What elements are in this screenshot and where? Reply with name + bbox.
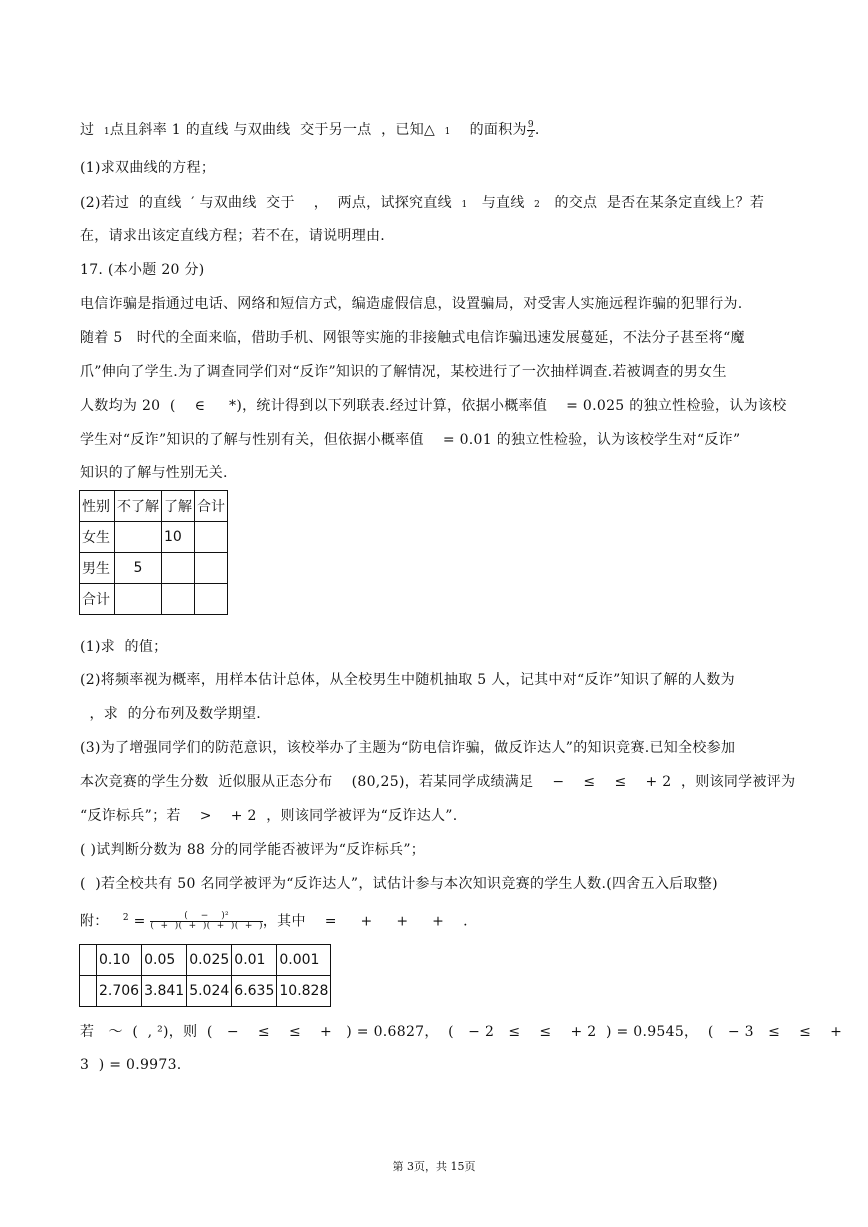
subquestion-2-cont: ，求 的分布列及数学期望. <box>80 706 262 722</box>
text-line-1 <box>80 120 540 142</box>
text-segment: ，其中 = + + + . <box>262 913 468 930</box>
text-segment: 附： <box>80 913 123 930</box>
text-segment: 的交点 是否在某条定直线上？若 <box>540 195 765 211</box>
table-row <box>80 976 331 1007</box>
text-segment: 与直线 <box>467 195 535 211</box>
superscript: 2 <box>122 913 129 923</box>
text-line-10: 学生对“反诈”知识的了解与性别有关，但依据小概率值 = 0.01 的独立性检验，认为该校学生对“反诈” <box>80 432 741 448</box>
table-cell: 6.635 <box>232 976 277 1007</box>
table-row <box>80 945 331 976</box>
fraction-denominator: ( + )( + )( + )( + ) <box>150 921 263 932</box>
subquestion-3: (3)为了增强同学们的防范意识，该校举办了主题为“防电信诈骗，做反诈达人”的知识竞赛.已知全校参加 <box>80 740 736 756</box>
fraction-numerator: ( − )² <box>150 912 262 922</box>
table-cell: 0.05 <box>142 945 187 976</box>
subscript: 1 <box>103 127 110 137</box>
text-line-7: 随着 5 时代的全面来临，借助手机、网银等实施的非接触式电信诈骗迅速发展蔓延，不法分子甚至将“魔 <box>80 330 745 346</box>
formula-line <box>80 908 468 932</box>
table-header-cell: 性别 <box>80 491 115 522</box>
table-cell: 10.828 <box>277 976 331 1007</box>
subquestion-2: (2)将频率视为概率，用样本估计总体，从全校男生中随机抽取 5 人，记其中对“反诈”知识了解的人数为 <box>80 672 735 688</box>
text-line-2: (1)求双曲线的方程； <box>80 160 216 176</box>
text-line-3 <box>80 193 764 215</box>
subscript: 1 <box>461 200 468 210</box>
normal-dist-note: 若 ～ ( , ²)，则 ( − ≤ ≤ + ) = 0.6827， ( − 2 ≤ ≤ + 2 ) = 0.9545， ( − 3 ≤ ≤ + <box>80 1024 843 1040</box>
table-cell <box>162 553 195 584</box>
contingency-table <box>79 490 228 615</box>
text-segment: . <box>534 122 540 138</box>
subquestion-3-cont: “反诈标兵”；若 > + 2 ，则该同学被评为“反诈达人”. <box>80 808 458 824</box>
fraction <box>527 121 535 140</box>
text-line-4: 在，请求出该定直线方程；若不在，请说明理由. <box>80 228 386 244</box>
table-cell: 男生 <box>80 553 115 584</box>
question-heading: 17. (本小题 20 分) <box>80 262 205 278</box>
table-cell <box>195 584 228 615</box>
fraction-denominator: 2 <box>527 129 534 140</box>
subquestion-3-i: ( )试判断分数为 88 分的同学能否被评为“反诈标兵”； <box>80 842 426 858</box>
page-footer: 第 3页，共 15页 <box>392 1160 476 1173</box>
subscript: 1 <box>444 127 451 137</box>
text-line-6: 电信诈骗是指通过电话、网络和短信方式，编造虚假信息，设置骗局，对受害人实施远程诈骗的犯罪行为. <box>80 296 743 312</box>
table-cell <box>195 522 228 553</box>
table-cell <box>80 945 97 976</box>
text-line-8: 爪”伸向了学生.为了调查同学们对“反诈”知识的了解情况，某校进行了一次抽样调查.若被调查的男女生 <box>80 364 727 380</box>
text-segment: 点且斜率 1 的直线 与双曲线 交于另一点 ，已知△ <box>109 122 445 138</box>
normal-dist-note-cont: 3 ) = 0.9973. <box>80 1057 182 1073</box>
table-header-cell: 了解 <box>162 491 195 522</box>
table-row <box>80 522 228 553</box>
table-row <box>80 584 228 615</box>
table-cell: 0.01 <box>232 945 277 976</box>
table-cell: 5 <box>115 553 162 584</box>
table-header-row <box>80 491 228 522</box>
table-cell <box>115 584 162 615</box>
table-cell: 10 <box>162 522 195 553</box>
text-segment: = <box>128 913 151 930</box>
table-cell: 2.706 <box>97 976 142 1007</box>
subquestion-1: (1)求 的值； <box>80 639 168 655</box>
table-cell <box>195 553 228 584</box>
subscript: 2 <box>534 200 541 210</box>
subquestion-3-ii: ( )若全校共有 50 名同学被评为“反诈达人”，试估计参与本次知识竞赛的学生人数.(四舍五入后取整) <box>80 876 718 892</box>
table-cell: 0.025 <box>187 945 232 976</box>
table-header-cell: 不了解 <box>115 491 162 522</box>
critical-value-table <box>79 944 331 1007</box>
table-cell: 女生 <box>80 522 115 553</box>
fraction-numerator: 9 <box>527 119 534 130</box>
chi-square-formula <box>150 912 262 931</box>
text-segment: 的面积为 <box>450 122 527 138</box>
text-line-11: 知识的了解与性别无关. <box>80 465 228 481</box>
table-cell: 3.841 <box>142 976 187 1007</box>
table-cell <box>80 976 97 1007</box>
table-row <box>80 553 228 584</box>
table-cell: 0.001 <box>277 945 331 976</box>
table-cell <box>115 522 162 553</box>
text-segment: (2)若过 的直线 ′ 与双曲线 交于 ， 两点，试探究直线 <box>80 195 462 211</box>
text-line-9: 人数均为 20 ( ∈ *)，统计得到以下列联表.经过计算，依据小概率值 = 0.025 的独立性检验，认为该校 <box>80 398 787 414</box>
table-cell <box>162 584 195 615</box>
table-cell: 5.024 <box>187 976 232 1007</box>
table-header-cell: 合计 <box>195 491 228 522</box>
table-cell: 合计 <box>80 584 115 615</box>
text-segment: 过 <box>80 122 104 138</box>
table-cell: 0.10 <box>97 945 142 976</box>
subquestion-3-cont: 本次竞赛的学生分数 近似服从正态分布 (80,25)，若某同学成绩满足 − ≤ ≤ + 2 ，则该同学被评为 <box>80 774 796 790</box>
